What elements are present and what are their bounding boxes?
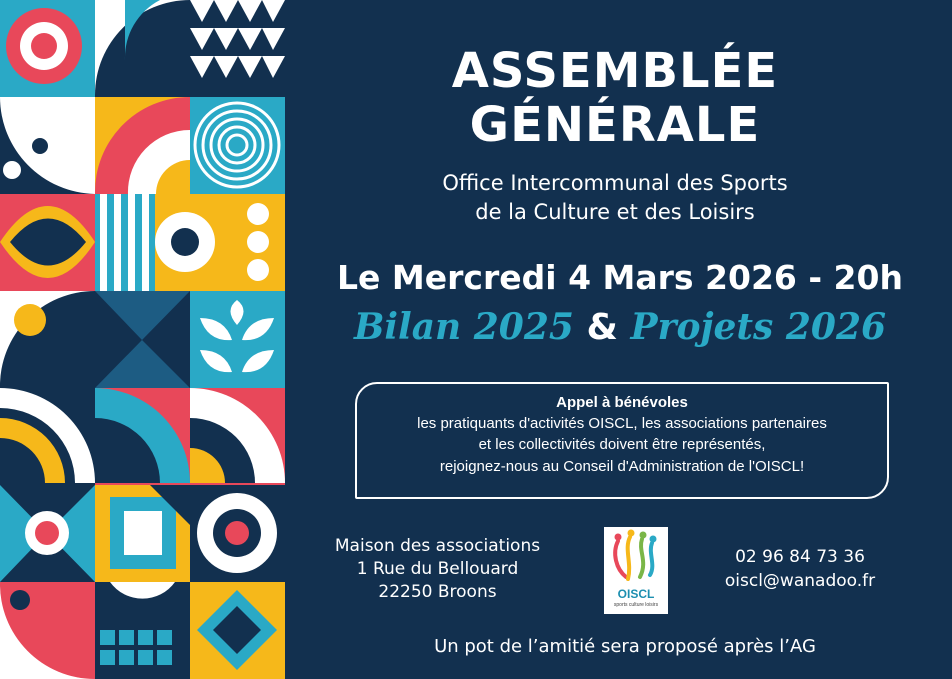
logo-name: OISCL [617,587,655,601]
footer-note: Un pot de l’amitié sera proposé après l’AG [434,636,816,657]
logo-figures-icon [604,527,668,587]
geometric-mosaic-decoration [0,0,285,679]
theme-heading [310,302,930,353]
address-line-1: Maison des associations [334,536,541,556]
callout-line-1: les pratiquants d'activités OISCL, les associations partenaires [417,415,827,432]
callout-line-2: et les collectivités doivent être représentés, [478,436,766,453]
subtitle-line-1: Office Intercommunal des Sports [442,171,788,195]
email-address: oiscl@wanadoo.fr [724,571,876,591]
subtitle-line-2: de la Culture et des Loisirs [475,200,755,224]
event-date: Le Mercredi 4 Mars 2026 - 20h [337,258,903,297]
title-line-2: GÉNÉRALE [469,97,761,153]
callout-heading: Appel à bénévoles [556,394,688,411]
theme-part-1: Bilan 2025 [353,306,574,348]
title-line-1: ASSEMBLÉE [451,43,779,99]
theme-part-2: Projets 2026 [630,306,887,348]
address-line-2: 1 Rue du Bellouard [356,559,519,579]
address-line-3: 22250 Broons [378,582,497,602]
theme-ampersand: & [586,307,618,348]
phone-number: 02 96 84 73 36 [735,547,865,567]
logo-tagline: sports culture loisirs [613,602,659,608]
oiscl-logo [604,527,668,614]
callout-line-3: rejoignez-nous au Conseil d'Administration de l'OISCL! [439,458,805,475]
